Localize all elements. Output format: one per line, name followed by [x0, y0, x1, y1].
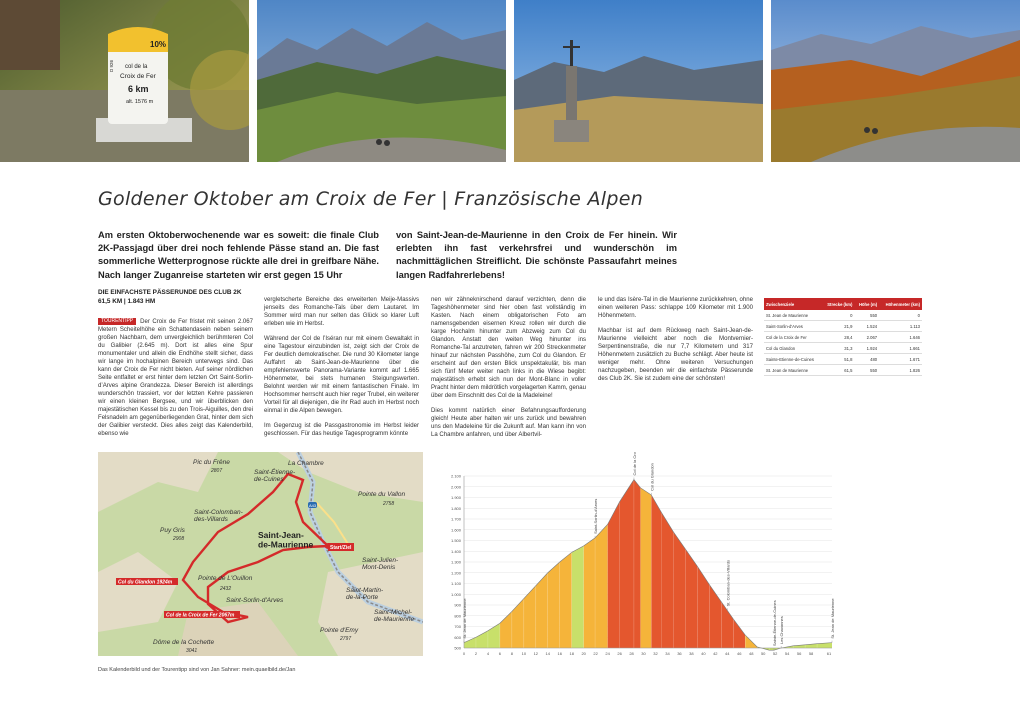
- x-tick-label: 16: [557, 651, 562, 656]
- column-paragraph: Dies kommt natürlich einer Befahrungsaufforderung gleich! Heute aber halten wir uns zurück und bewahren uns den Madeleine für die Zukunft auf. Man kann ihn von La Chambre anfahren, und über Albertvil-: [431, 408, 586, 438]
- table-cell: 31,3: [822, 343, 854, 354]
- x-tick-label: 58: [808, 651, 814, 656]
- x-tick-label: 24: [605, 651, 610, 656]
- column-paragraph: Machbar ist auf dem Rückweg nach Saint-Jean-de-Maurienne vielleicht aber noch die Montvernier-Serpentinenstraße, die nur 7,7 Kilometern und 317 Höhenmetern zusätzlich zu Buche schlägt. Aber heute ist weniger mehr. Ohne weiteren Versuchungen nachzugeben, beenden wir die einfachste Pässerunde des Club 2K. Sie ist zudem eine der schönsten!: [598, 328, 753, 382]
- table-header: Strecke (km): [822, 298, 854, 310]
- annotation-label: Col de la Croix de Fer: [631, 452, 637, 476]
- y-tick-label: 2.100: [450, 473, 461, 479]
- sign-grade: 10%: [150, 40, 167, 49]
- column-paragraph: [98, 318, 253, 438]
- table-cell: 1.113: [879, 321, 922, 332]
- profile-segment: [512, 599, 524, 648]
- table-cell: 480: [854, 354, 879, 365]
- map-label: Puy Gris: [160, 527, 185, 534]
- profile-segment: [661, 513, 673, 648]
- table-cell: 550: [854, 365, 879, 376]
- column-paragraph: Während der Col de l’Iséran nur mit einem Gewaltakt in eine Tagestour einzubinden ist, zeigt sich der Croix de Fer deutlich demokratischer. Die rund 30 Kilometer lange Auffahrt ab Saint-Jean-de-Maurienne über die empfehlenswerte Panorama-Variante kommt auf 1.665 Höhenmeter, bei stets humanen Steigungswerten. Belohnt werden wir mit einem fantastischen Finale. Im Hochsommer herrscht auch hier reger Trubel, ein weiterer Vorteil für all diejenigen, die ihr Rad auch im Herbst noch einmal in die Alpen bewegen.: [264, 336, 419, 414]
- cross-monument-photo: [514, 0, 763, 162]
- x-tick-label: 50: [760, 651, 766, 656]
- tour-subhead-title: DIE EINFACHSTE PÄSSERUNDE DES CLUB 2K: [98, 289, 242, 296]
- autumn-road-cyclist-photo: [771, 0, 1020, 162]
- profile-segment: [673, 532, 685, 648]
- x-tick-label: 38: [689, 651, 694, 656]
- x-tick-label: 34: [665, 651, 670, 656]
- map-label: 2797: [340, 636, 352, 642]
- y-tick-label: 1.000: [450, 591, 461, 597]
- table-cell: Saint-Sorlin-d'Arves: [764, 321, 822, 332]
- sign-altitude: alt. 1576 m: [126, 99, 154, 105]
- profile-segment: [634, 480, 641, 648]
- lead-text-left: Am ersten Oktoberwochenende war es soweit: die finale Club 2K-Passjagd über drei noch fehlende Pässe stand an. Die fast sommerliche Wetterprognose rückte alle drei in greifbare Nähe. Nach langer Zuganreise starteten wir erst gegen 15 Uhr: [98, 230, 379, 280]
- tour-subhead-stats: 61,5 KM | 1.843 HM: [98, 298, 156, 305]
- annotation-label: Col du Glandon: [649, 463, 655, 491]
- x-tick-label: 22: [593, 651, 598, 656]
- table-cell: St. Jean de Maurienne: [764, 310, 822, 321]
- annotation-label: St. Colomban-des-Villards: [725, 559, 731, 607]
- table-cell: 1.924: [854, 343, 879, 354]
- lead-text-right: von Saint-Jean-de-Maurienne in den Croix de Fer hinein. Wir erlebten ihn fast verkehrsfrei und wunderschön im nachmittäglichen Streiflicht. Die schönste Passaufahrt meines langen Radfahrerlebens!: [396, 230, 677, 280]
- map-label-multiline: Saint-Colomban-des-Villards: [194, 509, 243, 524]
- x-tick-label: 61: [826, 651, 832, 656]
- profile-segment: [641, 488, 652, 648]
- profile-segment: [608, 502, 620, 648]
- table-row: [764, 332, 922, 343]
- x-tick-label: 0: [462, 651, 466, 656]
- x-tick-label: 42: [713, 651, 718, 656]
- start-finish-label: Start/Ziel: [330, 545, 352, 551]
- table-header: Höhe (m): [854, 298, 879, 310]
- x-tick-label: 12: [533, 651, 539, 656]
- annotation-label: Les Chavannes: [779, 616, 785, 644]
- table-cell: Col du Glandon: [764, 343, 822, 354]
- table-cell: 28,4: [822, 332, 854, 343]
- map-label-multiline-bold: Saint-Jean-de-Maurienne: [258, 530, 314, 550]
- profile-segment: [595, 524, 608, 648]
- table-cell: 0: [879, 310, 922, 321]
- table-cell: 1.646: [879, 332, 922, 343]
- x-tick-label: 48: [748, 651, 754, 656]
- x-tick-label: 18: [569, 651, 574, 656]
- table-row: [764, 365, 922, 376]
- table-cell: Sainte-Etienne-de-Cuines: [764, 354, 822, 365]
- profile-segment: [584, 538, 595, 648]
- map-label: La Chambre: [288, 460, 324, 467]
- map-label: Pointe de L'Ouillon: [198, 575, 253, 582]
- y-tick-label: 1.500: [450, 538, 461, 543]
- profile-segment: [733, 619, 745, 648]
- x-tick-label: 4: [486, 651, 490, 656]
- x-tick-label: 30: [641, 651, 646, 656]
- profile-segment: [572, 546, 584, 648]
- y-tick-label: 1.200: [450, 570, 461, 576]
- table-row: [764, 354, 922, 365]
- route-map: [98, 452, 423, 656]
- x-tick-label: 28: [629, 651, 634, 656]
- road-label-a43: A43: [309, 503, 317, 508]
- table-cell: 1.524: [854, 321, 879, 332]
- profile-segment: [651, 495, 661, 648]
- x-tick-label: 32: [653, 651, 658, 656]
- tour-subhead: [98, 288, 241, 306]
- y-tick-label: 700: [454, 624, 461, 629]
- y-tick-label: 900: [454, 602, 461, 608]
- text-column-1: [98, 318, 253, 445]
- photo-credit: Das Kalenderbild und der Tourentipp sind von Jan Sahner: mein.quaelbild.de/Jan: [98, 667, 296, 673]
- text-column-2: [264, 296, 419, 445]
- annotation-label: St. Jean de Maurienne: [462, 598, 467, 639]
- profile-segment: [560, 552, 572, 648]
- col-croix-label: Col de la Croix de Fer 2067m: [166, 612, 235, 619]
- map-label: Pointe du Vallon: [358, 491, 406, 498]
- x-tick-label: 40: [701, 651, 706, 656]
- table-cell: 51,8: [822, 354, 854, 365]
- y-tick-label: 1.100: [450, 581, 461, 586]
- x-tick-label: 26: [617, 651, 622, 656]
- valley-cyclist-photo: [257, 0, 506, 162]
- col-glandon-label: Col du Glandon 1924m: [118, 579, 173, 586]
- x-tick-label: 56: [796, 651, 802, 656]
- y-tick-label: 1.800: [450, 505, 461, 511]
- map-label: 2432: [220, 586, 232, 592]
- y-tick-label: 1.300: [450, 559, 461, 565]
- x-tick-label: 20: [581, 651, 586, 656]
- article-title: Goldener Oktober am Croix de Fer | Französische Alpen: [98, 188, 644, 210]
- profile-segment: [476, 631, 488, 648]
- stage-table: [764, 298, 922, 376]
- c1-p1-text: Der Croix de Fer fristet mit seinen 2.067 Metern Scheitelhöhe ein Schattendasein neben seinem großen Nachbarn, dem unvergleichlich berühmteren Col du Galibier (2.645 m). Dort ist alles eine Spur monumentaler und allein die Endhöhe stellt sicher, dass wir lange im hochalpinen Bereich unterwegs sind. Das kann der Croix de Fer nicht bieten. Auf seiner nördlichen Seite entfaltet er erst hinter dem letzten Ort Saint-Sorlin-d’Arves alpine Grandezza. Dieser Bereich ist allerdings wunderschön trassiert, vor der letzten Kehre passieren wir einen kleinen Bergsee, und wir überblicken den majestätischen Kessel bis zu den Trois-Aiguilles, den drei Felsnadeln am gegenüberliegenden Grat, hinter dem sich der Galibier versteckt. Dies alles zeigt das Kalenderbild, ebenso wie: [98, 319, 253, 437]
- table-row: [764, 343, 922, 354]
- profile-segment: [697, 566, 709, 648]
- sign-road: D 926: [109, 59, 114, 72]
- column-paragraph: le und das Isère-Tal in die Maurienne zurückkehren, ohne einen weiteren Pass: schlappe 109 Kilometer mit 1.900 Höhenmetern.: [598, 297, 753, 319]
- x-tick-label: 36: [677, 651, 682, 656]
- text-column-3: [431, 296, 586, 446]
- y-tick-label: 1.900: [450, 495, 461, 500]
- x-tick-label: 2: [474, 651, 478, 656]
- y-tick-label: 600: [454, 634, 461, 640]
- map-label-multiline: Saint-Michel-de-Maurienne: [374, 609, 415, 624]
- map-label: Dôme de la Cochette: [153, 639, 215, 646]
- annotation-label: Saint-Sorlin-d'Arves: [593, 498, 599, 534]
- table-row: [764, 321, 922, 332]
- y-tick-label: 2.000: [450, 484, 461, 490]
- signpost-photo: [0, 0, 249, 162]
- profile-segment: [769, 648, 774, 650]
- sign-line2: Croix de Fer: [120, 73, 156, 80]
- table-cell: 21,9: [822, 321, 854, 332]
- table-cell: 61,5: [822, 365, 854, 376]
- y-tick-label: 1.400: [450, 548, 461, 554]
- profile-segment: [524, 586, 536, 648]
- map-label: 2807: [211, 468, 223, 474]
- annotation-label: St. Jean de Maurienne: [830, 598, 835, 639]
- map-label: Saint-Sorlin-d'Arves: [226, 597, 284, 604]
- table-cell: 550: [854, 310, 879, 321]
- map-label: 2758: [383, 501, 395, 507]
- sign-distance: 6 km: [128, 84, 149, 94]
- y-tick-label: 1.600: [450, 527, 461, 533]
- sign-line1: col de la: [125, 64, 148, 70]
- x-tick-label: 44: [725, 651, 730, 656]
- column-paragraph: Im Gegenzug ist die Passgastronomie im Herbst leider geschlossen. Für das heutige Tagesprogramm könnte: [264, 423, 419, 437]
- map-label: Pic du Frêne: [193, 459, 230, 466]
- annotation-label: Sainte-Étienne-de-Cuines: [771, 600, 777, 647]
- table-cell: 2.067: [854, 332, 879, 343]
- table-header: Zwischenziele: [764, 298, 822, 310]
- table-cell: 1.661: [879, 343, 922, 354]
- table-header: Höhenmeter (km): [879, 298, 922, 310]
- table-cell: 1.826: [879, 365, 922, 376]
- x-tick-label: 52: [772, 651, 778, 656]
- text-column-4: [598, 296, 753, 390]
- map-label-multiline: Saint-Julien-Mont-Denis: [362, 557, 399, 572]
- elevation-profile-chart: [440, 452, 840, 662]
- tourentipp-badge: TOURENTIPP: [98, 318, 136, 325]
- map-label: 3041: [186, 648, 198, 654]
- x-tick-label: 10: [521, 651, 527, 656]
- table-cell: 0: [822, 310, 854, 321]
- column-paragraph: nen wir zähneknirschend darauf verzichten, denn die Tageshöhenmeter sind hier oben fast vollständig im Kasten. Nach einem obligatorischen Foto am namensgebenden eisernen Kreuz rollen wir durch die karge Hochalm hinunter zum Abzweig zum Col du Glandon. Anstatt den weiten Weg hinunter ins Romanche-Tal anzutreten, fahren wir 200 Streckenmeter hinauf zur nächsten Passhöhe, zum Col du Glandon. Er erscheint auf den ersten Blick unspektakulär, bis man sich fünf Meter weiter nach links in die Wiese begibt: majestätisch erhebt sich nun der Mont-Blanc in voller Pracht hinter dem mildrötlich vorgelagerten Kamm, genau über dem Einschnitt des Col de la Madeleine!: [431, 297, 586, 399]
- table-cell: St. Jean de Maurienne: [764, 365, 822, 376]
- map-label: 2908: [173, 536, 185, 542]
- table-header-row: [764, 298, 922, 310]
- x-tick-label: 46: [737, 651, 742, 656]
- x-tick-label: 6: [498, 651, 502, 656]
- map-label-multiline: Saint-Martin-de-la-Porte: [346, 587, 384, 602]
- y-tick-label: 500: [454, 645, 461, 651]
- table-row: [764, 310, 922, 321]
- x-tick-label: 8: [510, 651, 513, 656]
- column-paragraph: vergletscherte Bereiche des erweiterten Meije-Massivs jenseits des Romanche-Tals über dem Lautaret. Im Sommer wird man nur selten das Glück so klarer Luft erleben wie im Herbst.: [264, 297, 419, 327]
- table-cell: 1.671: [879, 354, 922, 365]
- y-tick-label: 800: [454, 613, 461, 619]
- map-label: Pointe d'Emy: [320, 627, 359, 634]
- x-tick-label: 54: [784, 651, 790, 656]
- profile-segment: [620, 480, 634, 648]
- profile-segment: [500, 611, 512, 648]
- y-tick-label: 1.700: [450, 516, 461, 522]
- x-tick-label: 14: [545, 651, 550, 656]
- profile-segment: [548, 562, 560, 648]
- table-cell: Col de la Croix de Fer: [764, 332, 822, 343]
- map-label-multiline: Saint-Étienne-de-Cuines: [254, 469, 296, 484]
